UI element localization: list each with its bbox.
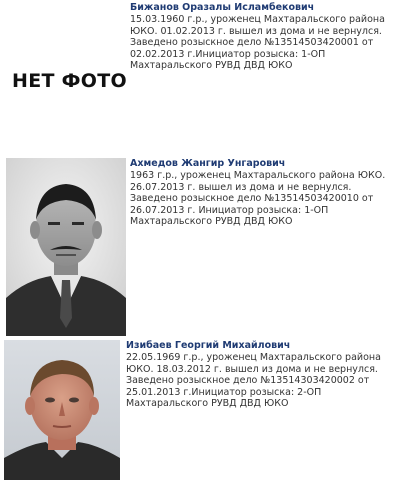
person-photo-akhmedov (6, 158, 126, 336)
person-card-bizhanov (130, 2, 398, 72)
person-card-izibaev (126, 340, 398, 410)
person-name: Бижанов Оразалы Исламбекович (130, 2, 315, 13)
person-photo-izibaev (4, 340, 120, 480)
person-description: 15.03.1960 г.р., уроженец Махтаральского района ЮКО. 01.02.2013 г. вышел из дома и не вернулся. Заведено розыскное дело №13514503420001 от 02.02.2013 г.Инициатор розыска: 1-ОП Махтаральского РУВД ДВД ЮКО (130, 14, 385, 72)
person-name: Ахмедов Жангир Унгарович (130, 158, 286, 169)
person-description: 22.05.1969 г.р., уроженец Махтаральского района ЮКО. 18.03.2012 г. вышел из дома и не вернулся. Заведено розыскное дело №13514303420002 от 25.01.2013 г.Инициатор розыска: 2-ОП Махтаральского РУВД ДВД ЮКО (126, 352, 381, 410)
portrait-grayscale-image (6, 158, 126, 336)
person-card-akhmedov (130, 158, 398, 228)
no-photo-label: НЕТ ФОТО (12, 70, 127, 92)
person-name: Изибаев Георгий Михайлович (126, 340, 291, 351)
person-description: 1963 г.р., уроженец Махтаральского района ЮКО. 26.07.2013 г. вышел из дома и не вернулся. Заведено розыскное дело №13514503420010 от 26.07.2013 г. Инициатор розыска: 1-ОП Махтаральского РУВД ДВД ЮКО (130, 170, 386, 228)
portrait-color-image (4, 340, 120, 480)
